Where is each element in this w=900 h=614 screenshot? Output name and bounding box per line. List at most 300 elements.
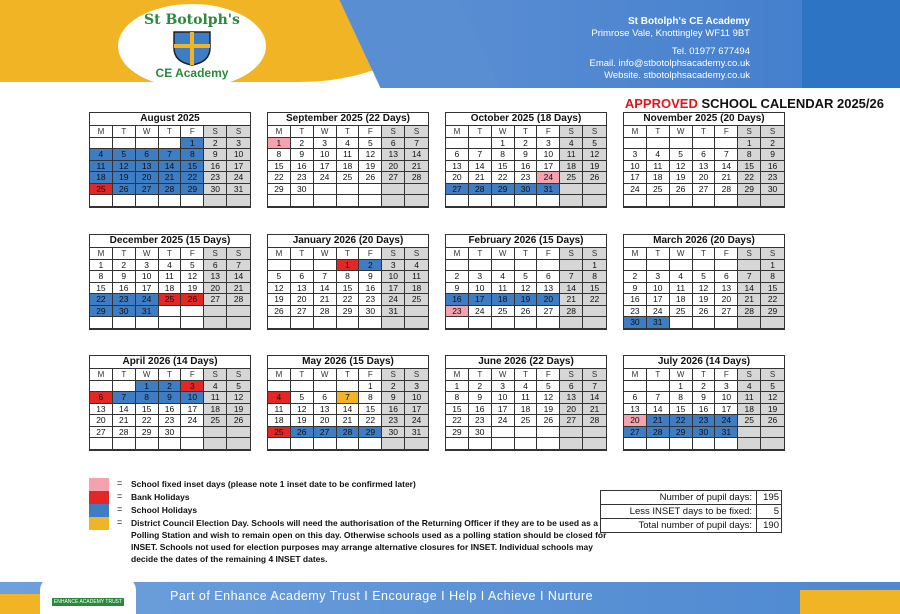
day-cell: 29: [359, 427, 382, 439]
empty-cell: [647, 260, 670, 272]
day-cell: 31: [537, 184, 560, 196]
day-cell: 27: [314, 427, 337, 439]
day-cell: 10: [715, 392, 738, 404]
empty-cell: [715, 317, 738, 329]
day-cell: 7: [405, 138, 428, 150]
day-cell: 19: [268, 294, 291, 306]
day-cell: 18: [204, 404, 227, 416]
day-cell: 31: [405, 427, 428, 439]
empty-cell: [113, 195, 136, 207]
day-cell: 6: [624, 392, 647, 404]
day-cell: 29: [492, 184, 515, 196]
month-calendar: [445, 234, 607, 330]
stats-row: [601, 505, 781, 519]
day-cell: 12: [583, 149, 606, 161]
calendar-title: [625, 96, 884, 111]
day-header: S: [405, 369, 428, 381]
empty-cell: [761, 438, 784, 450]
day-cell: 7: [159, 149, 182, 161]
day-cell: 16: [359, 283, 382, 295]
day-header: M: [624, 126, 647, 138]
day-cell: 8: [761, 271, 784, 283]
day-cell: 26: [670, 184, 693, 196]
empty-cell: [227, 306, 250, 318]
day-cell: 3: [715, 381, 738, 393]
empty-cell: [515, 427, 538, 439]
day-cell: 22: [492, 172, 515, 184]
day-cell: 14: [738, 283, 761, 295]
day-cell: 25: [560, 172, 583, 184]
day-cell: 1: [583, 260, 606, 272]
header-right-band: [802, 0, 900, 88]
day-header: F: [537, 126, 560, 138]
day-header: T: [469, 248, 492, 260]
day-header: T: [469, 126, 492, 138]
day-cell: 1: [738, 138, 761, 150]
empty-cell: [204, 427, 227, 439]
empty-cell: [204, 306, 227, 318]
empty-cell: [761, 427, 784, 439]
empty-cell: [227, 317, 250, 329]
day-cell: 17: [382, 283, 405, 295]
empty-cell: [227, 195, 250, 207]
day-cell: 8: [136, 392, 159, 404]
day-cell: 15: [181, 161, 204, 173]
empty-cell: [291, 438, 314, 450]
day-cell: 12: [693, 283, 716, 295]
day-cell: 5: [268, 271, 291, 283]
legend-equals: =: [117, 478, 123, 488]
day-header: F: [359, 248, 382, 260]
month-title: June 2026 (22 Days): [446, 356, 606, 369]
empty-cell: [405, 438, 428, 450]
day-cell: 1: [359, 381, 382, 393]
stats-value: 195: [763, 492, 779, 503]
day-cell: 18: [268, 415, 291, 427]
day-cell: 13: [314, 404, 337, 416]
day-cell: 21: [113, 415, 136, 427]
day-cell: 4: [670, 271, 693, 283]
day-cell: 3: [469, 271, 492, 283]
day-cell: 26: [359, 172, 382, 184]
day-cell: 18: [738, 404, 761, 416]
day-cell: 14: [405, 149, 428, 161]
day-cell: 8: [359, 392, 382, 404]
day-cell: 24: [469, 306, 492, 318]
day-cell: 25: [492, 306, 515, 318]
month-title: January 2026 (20 Days): [268, 235, 428, 248]
day-cell: 19: [359, 161, 382, 173]
day-cell: 12: [227, 392, 250, 404]
day-cell: 4: [647, 149, 670, 161]
day-cell: 16: [113, 283, 136, 295]
empty-cell: [537, 317, 560, 329]
day-cell: 12: [113, 161, 136, 173]
day-header: F: [537, 369, 560, 381]
day-header: M: [268, 248, 291, 260]
day-cell: 2: [624, 271, 647, 283]
trust-logo: [40, 566, 136, 614]
shield-icon: [172, 30, 212, 66]
legend-swatch-inset: [89, 478, 109, 491]
day-cell: 27: [537, 306, 560, 318]
stats-value: 190: [763, 520, 779, 531]
day-cell: 3: [181, 381, 204, 393]
day-cell: 5: [227, 381, 250, 393]
day-cell: 28: [159, 184, 182, 196]
empty-cell: [159, 306, 182, 318]
empty-cell: [291, 381, 314, 393]
day-cell: 21: [469, 172, 492, 184]
day-header: S: [227, 248, 250, 260]
day-cell: 17: [492, 404, 515, 416]
empty-cell: [181, 195, 204, 207]
empty-cell: [90, 195, 113, 207]
day-cell: 23: [113, 294, 136, 306]
day-cell: 7: [583, 381, 606, 393]
empty-cell: [761, 317, 784, 329]
day-header: W: [314, 126, 337, 138]
day-cell: 1: [268, 138, 291, 150]
day-cell: 23: [291, 172, 314, 184]
day-cell: 7: [227, 260, 250, 272]
day-cell: 12: [515, 283, 538, 295]
day-cell: 6: [693, 149, 716, 161]
day-cell: 1: [670, 381, 693, 393]
day-cell: 15: [670, 404, 693, 416]
day-cell: 4: [560, 138, 583, 150]
day-cell: 2: [382, 381, 405, 393]
day-cell: 11: [204, 392, 227, 404]
day-header: S: [560, 248, 583, 260]
empty-cell: [583, 184, 606, 196]
day-cell: 28: [314, 306, 337, 318]
day-cell: 2: [469, 381, 492, 393]
day-cell: 10: [314, 149, 337, 161]
day-header: S: [405, 126, 428, 138]
empty-cell: [715, 138, 738, 150]
day-cell: 30: [515, 184, 538, 196]
day-cell: 11: [90, 161, 113, 173]
day-cell: 8: [90, 271, 113, 283]
day-cell: 2: [159, 381, 182, 393]
day-header: M: [90, 248, 113, 260]
day-cell: 16: [693, 404, 716, 416]
day-cell: 28: [738, 306, 761, 318]
month-title: September 2025 (22 Days): [268, 113, 428, 126]
day-cell: 25: [670, 306, 693, 318]
empty-cell: [469, 438, 492, 450]
empty-cell: [405, 195, 428, 207]
day-cell: 9: [159, 392, 182, 404]
day-header: W: [670, 369, 693, 381]
day-cell: 3: [624, 149, 647, 161]
day-cell: 27: [560, 415, 583, 427]
day-header: S: [204, 126, 227, 138]
day-cell: 1: [492, 138, 515, 150]
day-header: T: [291, 248, 314, 260]
day-cell: 24: [537, 172, 560, 184]
day-cell: 30: [359, 306, 382, 318]
day-header: T: [515, 126, 538, 138]
day-header: M: [446, 369, 469, 381]
day-cell: 31: [715, 427, 738, 439]
day-header: T: [159, 248, 182, 260]
day-cell: 12: [291, 404, 314, 416]
pupil-days-table: [600, 490, 782, 533]
empty-cell: [382, 317, 405, 329]
empty-cell: [291, 195, 314, 207]
legend-swatch-holiday: [89, 504, 109, 517]
day-cell: 28: [583, 415, 606, 427]
empty-cell: [359, 184, 382, 196]
stats-label: Less INSET days to be fixed:: [601, 505, 757, 518]
empty-cell: [405, 184, 428, 196]
empty-cell: [382, 438, 405, 450]
day-header: T: [515, 248, 538, 260]
empty-cell: [715, 438, 738, 450]
day-cell: 3: [136, 260, 159, 272]
empty-cell: [227, 427, 250, 439]
empty-cell: [492, 317, 515, 329]
month-calendar: [445, 355, 607, 451]
empty-cell: [715, 260, 738, 272]
day-cell: 27: [291, 306, 314, 318]
day-cell: 2: [446, 271, 469, 283]
empty-cell: [90, 438, 113, 450]
month-title: August 2025: [90, 113, 250, 126]
empty-cell: [159, 195, 182, 207]
day-cell: 27: [715, 306, 738, 318]
logo-bottom-text: CE Academy: [155, 66, 229, 80]
empty-cell: [738, 260, 761, 272]
day-cell: 17: [537, 161, 560, 173]
day-cell: 26: [268, 306, 291, 318]
day-cell: 6: [715, 271, 738, 283]
empty-cell: [624, 438, 647, 450]
day-cell: 15: [492, 161, 515, 173]
day-cell: 4: [204, 381, 227, 393]
day-cell: 8: [337, 271, 360, 283]
day-cell: 14: [337, 404, 360, 416]
day-cell: 14: [469, 161, 492, 173]
empty-cell: [268, 260, 291, 272]
day-header: F: [359, 126, 382, 138]
empty-cell: [515, 438, 538, 450]
day-cell: 24: [624, 184, 647, 196]
logo-top-text: St Botolph's: [144, 12, 240, 28]
day-cell: 23: [382, 415, 405, 427]
empty-cell: [583, 195, 606, 207]
empty-cell: [492, 260, 515, 272]
day-header: T: [693, 126, 716, 138]
empty-cell: [560, 195, 583, 207]
stats-label: Number of pupil days:: [601, 491, 757, 504]
empty-cell: [693, 260, 716, 272]
day-cell: 29: [136, 427, 159, 439]
day-cell: 29: [670, 427, 693, 439]
day-header: T: [647, 369, 670, 381]
empty-cell: [268, 317, 291, 329]
empty-cell: [647, 138, 670, 150]
day-cell: 7: [647, 392, 670, 404]
day-cell: 19: [693, 294, 716, 306]
day-cell: 17: [314, 161, 337, 173]
day-cell: 11: [492, 283, 515, 295]
day-cell: 17: [181, 404, 204, 416]
day-header: S: [382, 248, 405, 260]
day-cell: 27: [624, 427, 647, 439]
day-cell: 4: [405, 260, 428, 272]
day-cell: 14: [560, 283, 583, 295]
day-cell: 7: [113, 392, 136, 404]
day-cell: 22: [90, 294, 113, 306]
empty-cell: [337, 381, 360, 393]
day-cell: 22: [583, 294, 606, 306]
day-cell: 15: [583, 283, 606, 295]
day-cell: 24: [314, 172, 337, 184]
empty-cell: [693, 317, 716, 329]
day-cell: 8: [670, 392, 693, 404]
day-header: T: [291, 126, 314, 138]
day-cell: 21: [314, 294, 337, 306]
empty-cell: [90, 138, 113, 150]
empty-cell: [560, 438, 583, 450]
day-cell: 28: [647, 427, 670, 439]
day-cell: 25: [159, 294, 182, 306]
empty-cell: [359, 195, 382, 207]
day-cell: 5: [761, 381, 784, 393]
day-cell: 3: [314, 138, 337, 150]
day-cell: 30: [693, 427, 716, 439]
day-cell: 4: [492, 271, 515, 283]
day-header: T: [159, 126, 182, 138]
day-header: F: [181, 248, 204, 260]
day-cell: 23: [446, 306, 469, 318]
day-cell: 9: [291, 149, 314, 161]
day-cell: 27: [693, 184, 716, 196]
day-header: M: [268, 369, 291, 381]
day-cell: 29: [446, 427, 469, 439]
day-cell: 18: [337, 161, 360, 173]
empty-cell: [738, 438, 761, 450]
empty-cell: [359, 438, 382, 450]
day-header: T: [113, 248, 136, 260]
day-cell: 11: [268, 404, 291, 416]
day-cell: 31: [647, 317, 670, 329]
day-cell: 15: [268, 161, 291, 173]
empty-cell: [492, 195, 515, 207]
day-cell: 18: [670, 294, 693, 306]
day-cell: 30: [291, 184, 314, 196]
day-cell: 16: [382, 404, 405, 416]
day-cell: 22: [181, 172, 204, 184]
month-title: July 2026 (14 Days): [624, 356, 784, 369]
day-header: S: [204, 248, 227, 260]
day-header: T: [337, 248, 360, 260]
empty-cell: [693, 438, 716, 450]
empty-cell: [537, 427, 560, 439]
day-cell: 10: [624, 161, 647, 173]
day-header: S: [761, 126, 784, 138]
day-cell: 19: [515, 294, 538, 306]
day-cell: 25: [515, 415, 538, 427]
day-cell: 31: [382, 306, 405, 318]
day-cell: 16: [446, 294, 469, 306]
month-title: March 2026 (20 Days): [624, 235, 784, 248]
day-cell: 14: [159, 161, 182, 173]
day-cell: 2: [204, 138, 227, 150]
legend-text-bank: Bank Holidays: [131, 492, 190, 502]
day-cell: 30: [382, 427, 405, 439]
legend-text-inset: School fixed inset days (please note 1 inset date to be confirmed later): [131, 479, 416, 489]
day-cell: 7: [560, 271, 583, 283]
month-calendar: [623, 355, 785, 451]
day-cell: 4: [515, 381, 538, 393]
day-cell: 3: [492, 381, 515, 393]
day-cell: 15: [446, 404, 469, 416]
day-header: M: [268, 126, 291, 138]
empty-cell: [647, 195, 670, 207]
month-title: April 2026 (14 Days): [90, 356, 250, 369]
day-cell: 20: [537, 294, 560, 306]
day-cell: 28: [405, 172, 428, 184]
day-cell: 1: [90, 260, 113, 272]
empty-cell: [670, 138, 693, 150]
legend-equals: =: [117, 491, 123, 501]
day-cell: 16: [469, 404, 492, 416]
day-cell: 25: [90, 184, 113, 196]
day-cell: 3: [227, 138, 250, 150]
day-cell: 16: [204, 161, 227, 173]
day-cell: 28: [113, 427, 136, 439]
day-cell: 1: [136, 381, 159, 393]
empty-cell: [181, 438, 204, 450]
day-cell: 15: [337, 283, 360, 295]
day-cell: 26: [291, 427, 314, 439]
month-calendar: [89, 234, 251, 330]
day-cell: 8: [738, 149, 761, 161]
day-cell: 3: [382, 260, 405, 272]
empty-cell: [693, 195, 716, 207]
day-cell: 17: [405, 404, 428, 416]
day-cell: 8: [181, 149, 204, 161]
day-cell: 13: [693, 161, 716, 173]
day-cell: 14: [583, 392, 606, 404]
day-cell: 14: [647, 404, 670, 416]
day-header: M: [446, 248, 469, 260]
day-cell: 10: [647, 283, 670, 295]
day-cell: 26: [181, 294, 204, 306]
day-cell: 16: [291, 161, 314, 173]
day-cell: 9: [469, 392, 492, 404]
empty-cell: [90, 317, 113, 329]
day-cell: 1: [446, 381, 469, 393]
day-cell: 17: [624, 172, 647, 184]
day-cell: 5: [537, 381, 560, 393]
calendar-title-rest: SCHOOL CALENDAR 2025/26: [697, 96, 884, 111]
day-cell: 22: [446, 415, 469, 427]
empty-cell: [227, 438, 250, 450]
day-header: T: [469, 369, 492, 381]
contact-block: [590, 16, 751, 82]
day-cell: 16: [159, 404, 182, 416]
month-calendar: [89, 112, 251, 208]
stats-row: [601, 519, 781, 532]
empty-cell: [469, 195, 492, 207]
day-cell: 25: [204, 415, 227, 427]
day-cell: 30: [113, 306, 136, 318]
